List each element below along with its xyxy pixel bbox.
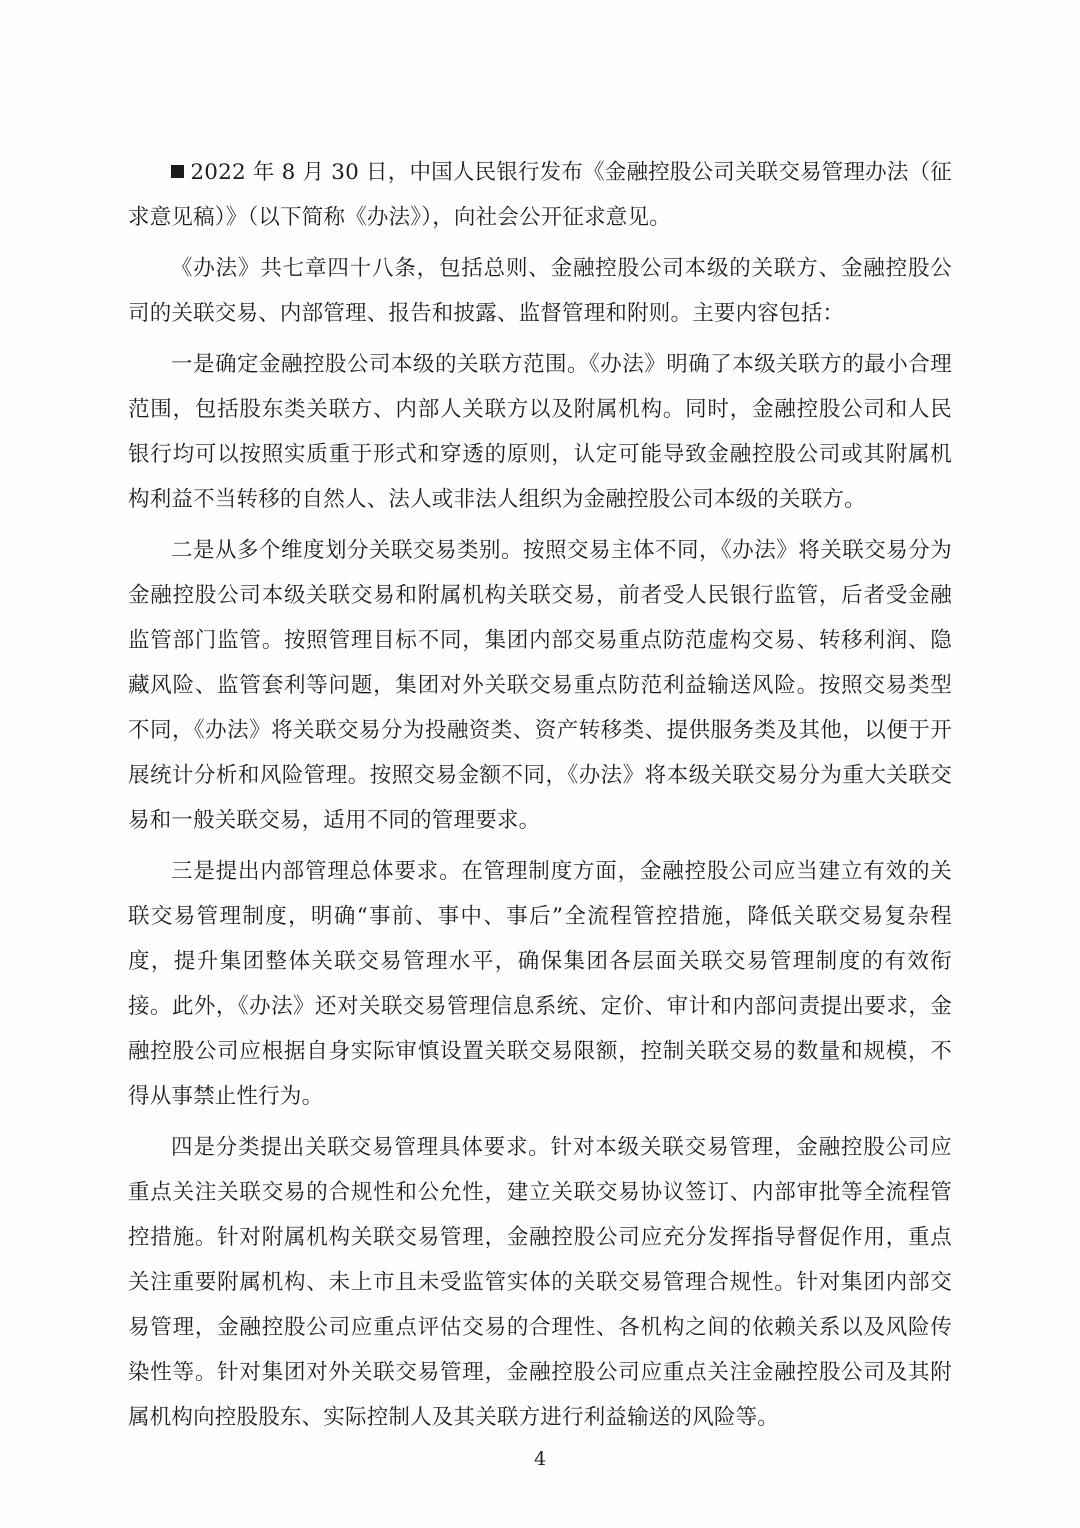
page-number: 4 (533, 1448, 547, 1470)
paragraph-point-three: 三是提出内部管理总体要求。在管理制度方面，金融控股公司应当建立有效的关联交易管理制度，明确“事前、事中、事后”全流程管控措施，降低关联交易复杂程度，提升集团整体关联交易管理水平，确保集团各层面关联交易管理制度的有效衔接。此外，《办法》还对关联交易管理信息系统、定价、审计和内部问责提出要求，金融控股公司应根据自身实际审慎设置关联交易限额，控制关联交易的数量和规模，不得从事禁止性行为。 (128, 859, 952, 1109)
paragraph-point-two: 二是从多个维度划分关联交易类别。按照交易主体不同，《办法》将关联交易分为金融控股公司本级关联交易和附属机构关联交易，前者受人民银行监管，后者受金融监管部门监管。按照管理目标不同，集团内部交易重点防范虚构交易、转移利润、隐藏风险、监管套利等问题，集团对外关联交易重点防范利益输送风险。按照交易类型不同，《办法》将关联交易分为投融资类、资产转移类、提供服务类及其他，以便于开展统计分析和风险管理。按照交易金额不同，《办法》将本级关联交易分为重大关联交易和一般关联交易，适用不同的管理要求。 (128, 538, 952, 833)
paragraph-point-four: 四是分类提出关联交易管理具体要求。针对本级关联交易管理，金融控股公司应重点关注关联交易的合规性和公允性，建立关联交易协议签订、内部审批等全流程管控措施。针对附属机构关联交易管理，金融控股公司应充分发挥指导督促作用，重点关注重要附属机构、未上市且未受监管实体的关联交易管理合规性。针对集团内部交易管理，金融控股公司应重点评估交易的合理性、各机构之间的依赖关系以及风险传染性等。针对集团对外关联交易管理，金融控股公司应重点关注金融控股公司及其附属机构向控股股东、实际控制人及其关联方进行利益输送的风险等。 (128, 1135, 952, 1430)
paragraph-announcement-text: 2022 年 8 月 30 日，中国人民银行发布《金融控股公司关联交易管理办法（征求意见稿）》（以下简称《办法》），向社会公开征求意见。 (128, 160, 952, 230)
paragraph-point-one: 一是确定金融控股公司本级的关联方范围。《办法》明确了本级关联方的最小合理范围，包括股东类关联方、内部人关联方以及附属机构。同时，金融控股公司和人民银行均可以按照实质重于形式和穿透的原则，认定可能导致金融控股公司或其附属机构利益不当转移的自然人、法人或非法人组织为金融控股公司本级的关联方。 (128, 352, 952, 512)
paragraph-announcement (128, 150, 952, 240)
document-body (128, 150, 952, 1440)
paragraph-overview: 《办法》共七章四十八条，包括总则、金融控股公司本级的关联方、金融控股公司的关联交易、内部管理、报告和披露、监督管理和附则。主要内容包括： (128, 256, 952, 326)
square-bullet-icon (171, 165, 184, 178)
